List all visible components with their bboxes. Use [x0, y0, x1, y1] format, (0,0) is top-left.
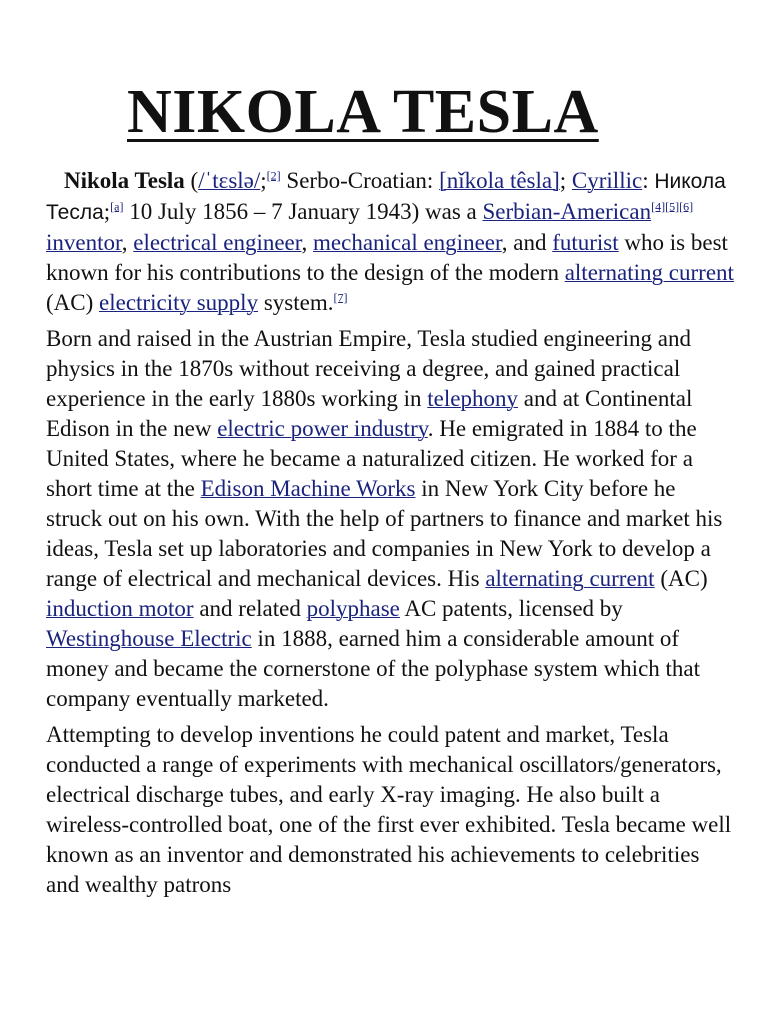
text-run: , and: [501, 230, 553, 255]
text-run: (AC): [654, 566, 708, 591]
subject-name: Nikola Tesla: [64, 168, 185, 193]
electric-power-industry-link[interactable]: electric power industry: [217, 416, 428, 441]
page-title: NIKOLA TESLA: [127, 78, 599, 146]
article-body: [46, 166, 736, 906]
text-run: who is best known for his contributions to the design of the modern: [46, 230, 728, 285]
text-run: . He emigrated in 1884 to the United States, where he became a naturalized citizen. He worked for a short time at the: [46, 416, 697, 501]
cyrillic-name: Никола Тесла: [46, 170, 726, 224]
serbian-american-link[interactable]: Serbian-American: [482, 199, 652, 224]
text-run: (: [184, 168, 199, 193]
alternating-current-link-2[interactable]: alternating current: [485, 566, 655, 591]
text-run: ,: [121, 230, 134, 255]
citation-7-link[interactable]: [7]: [333, 290, 348, 305]
mechanical-engineer-link[interactable]: mechanical engineer: [313, 230, 502, 255]
text-run: AC patents, licensed by: [399, 596, 623, 621]
text-run: :: [642, 168, 655, 193]
ipa-pronunciation-link[interactable]: /ˈtɛslə/: [198, 168, 261, 193]
futurist-link[interactable]: futurist: [552, 230, 619, 255]
citation-4-5-6-link[interactable]: [4][5][6]: [651, 199, 694, 214]
text-run: Serbo-Croatian:: [280, 168, 440, 193]
cyrillic-link[interactable]: Cyrillic: [571, 168, 643, 193]
serbo-croatian-pronunciation-link[interactable]: [nǐkola têsla]: [439, 168, 560, 193]
edison-machine-works-link[interactable]: Edison Machine Works: [200, 476, 416, 501]
alternating-current-link[interactable]: alternating current: [564, 260, 734, 285]
paragraph-experiments: Attempting to develop inventions he could patent and market, Tesla conducted a range of experiments with mechanical oscillators/generators, electrical discharge tubes, and early X-ray imaging. He also built a wireless-controlled boat, one of the first ever exhibited. Tesla became well known as an inventor and demonstrated his achievements to celebrities and wealthy patrons: [46, 722, 732, 897]
text-run: ,: [301, 230, 314, 255]
text-run: in 1888, earned him a considerable amount of money and became the cornerstone of the polyphase system which that company eventually marketed.: [46, 626, 701, 711]
text-run: and related: [193, 596, 307, 621]
telephony-link[interactable]: telephony: [427, 386, 518, 411]
text-run: in New York City before he struck out on his own. With the help of partners to finance and market his ideas, Tesla set up laboratories and companies in New York to develop a range of electrical and mechanical devices. His: [46, 476, 723, 591]
text-run: (AC): [46, 290, 100, 315]
paragraph-intro: [46, 166, 736, 318]
induction-motor-link[interactable]: induction motor: [46, 596, 194, 621]
westinghouse-electric-link[interactable]: Westinghouse Electric: [46, 626, 252, 651]
citation-2-link[interactable]: [2]: [266, 168, 281, 183]
text-run: ;: [559, 168, 572, 193]
text-run: Born and raised in the Austrian Empire, Tesla studied engineering and physics in the 1870s without receiving a degree, and gained practical experience in the early 1880s working in: [46, 326, 691, 411]
footnote-a-link[interactable]: [a]: [110, 199, 124, 214]
text-run: system.: [258, 290, 334, 315]
electrical-engineer-link[interactable]: electrical engineer: [133, 230, 302, 255]
text-run: ;: [103, 199, 111, 224]
text-run: ;: [260, 168, 267, 193]
text-run: 10 July 1856 – 7 January 1943) was a: [123, 199, 483, 224]
text-run: and at Continental Edison in the new: [46, 386, 693, 441]
electricity-supply-link[interactable]: electricity supply: [99, 290, 259, 315]
inventor-link[interactable]: inventor: [46, 230, 122, 255]
paragraph-early-life: [46, 324, 736, 714]
polyphase-link[interactable]: polyphase: [306, 596, 400, 621]
